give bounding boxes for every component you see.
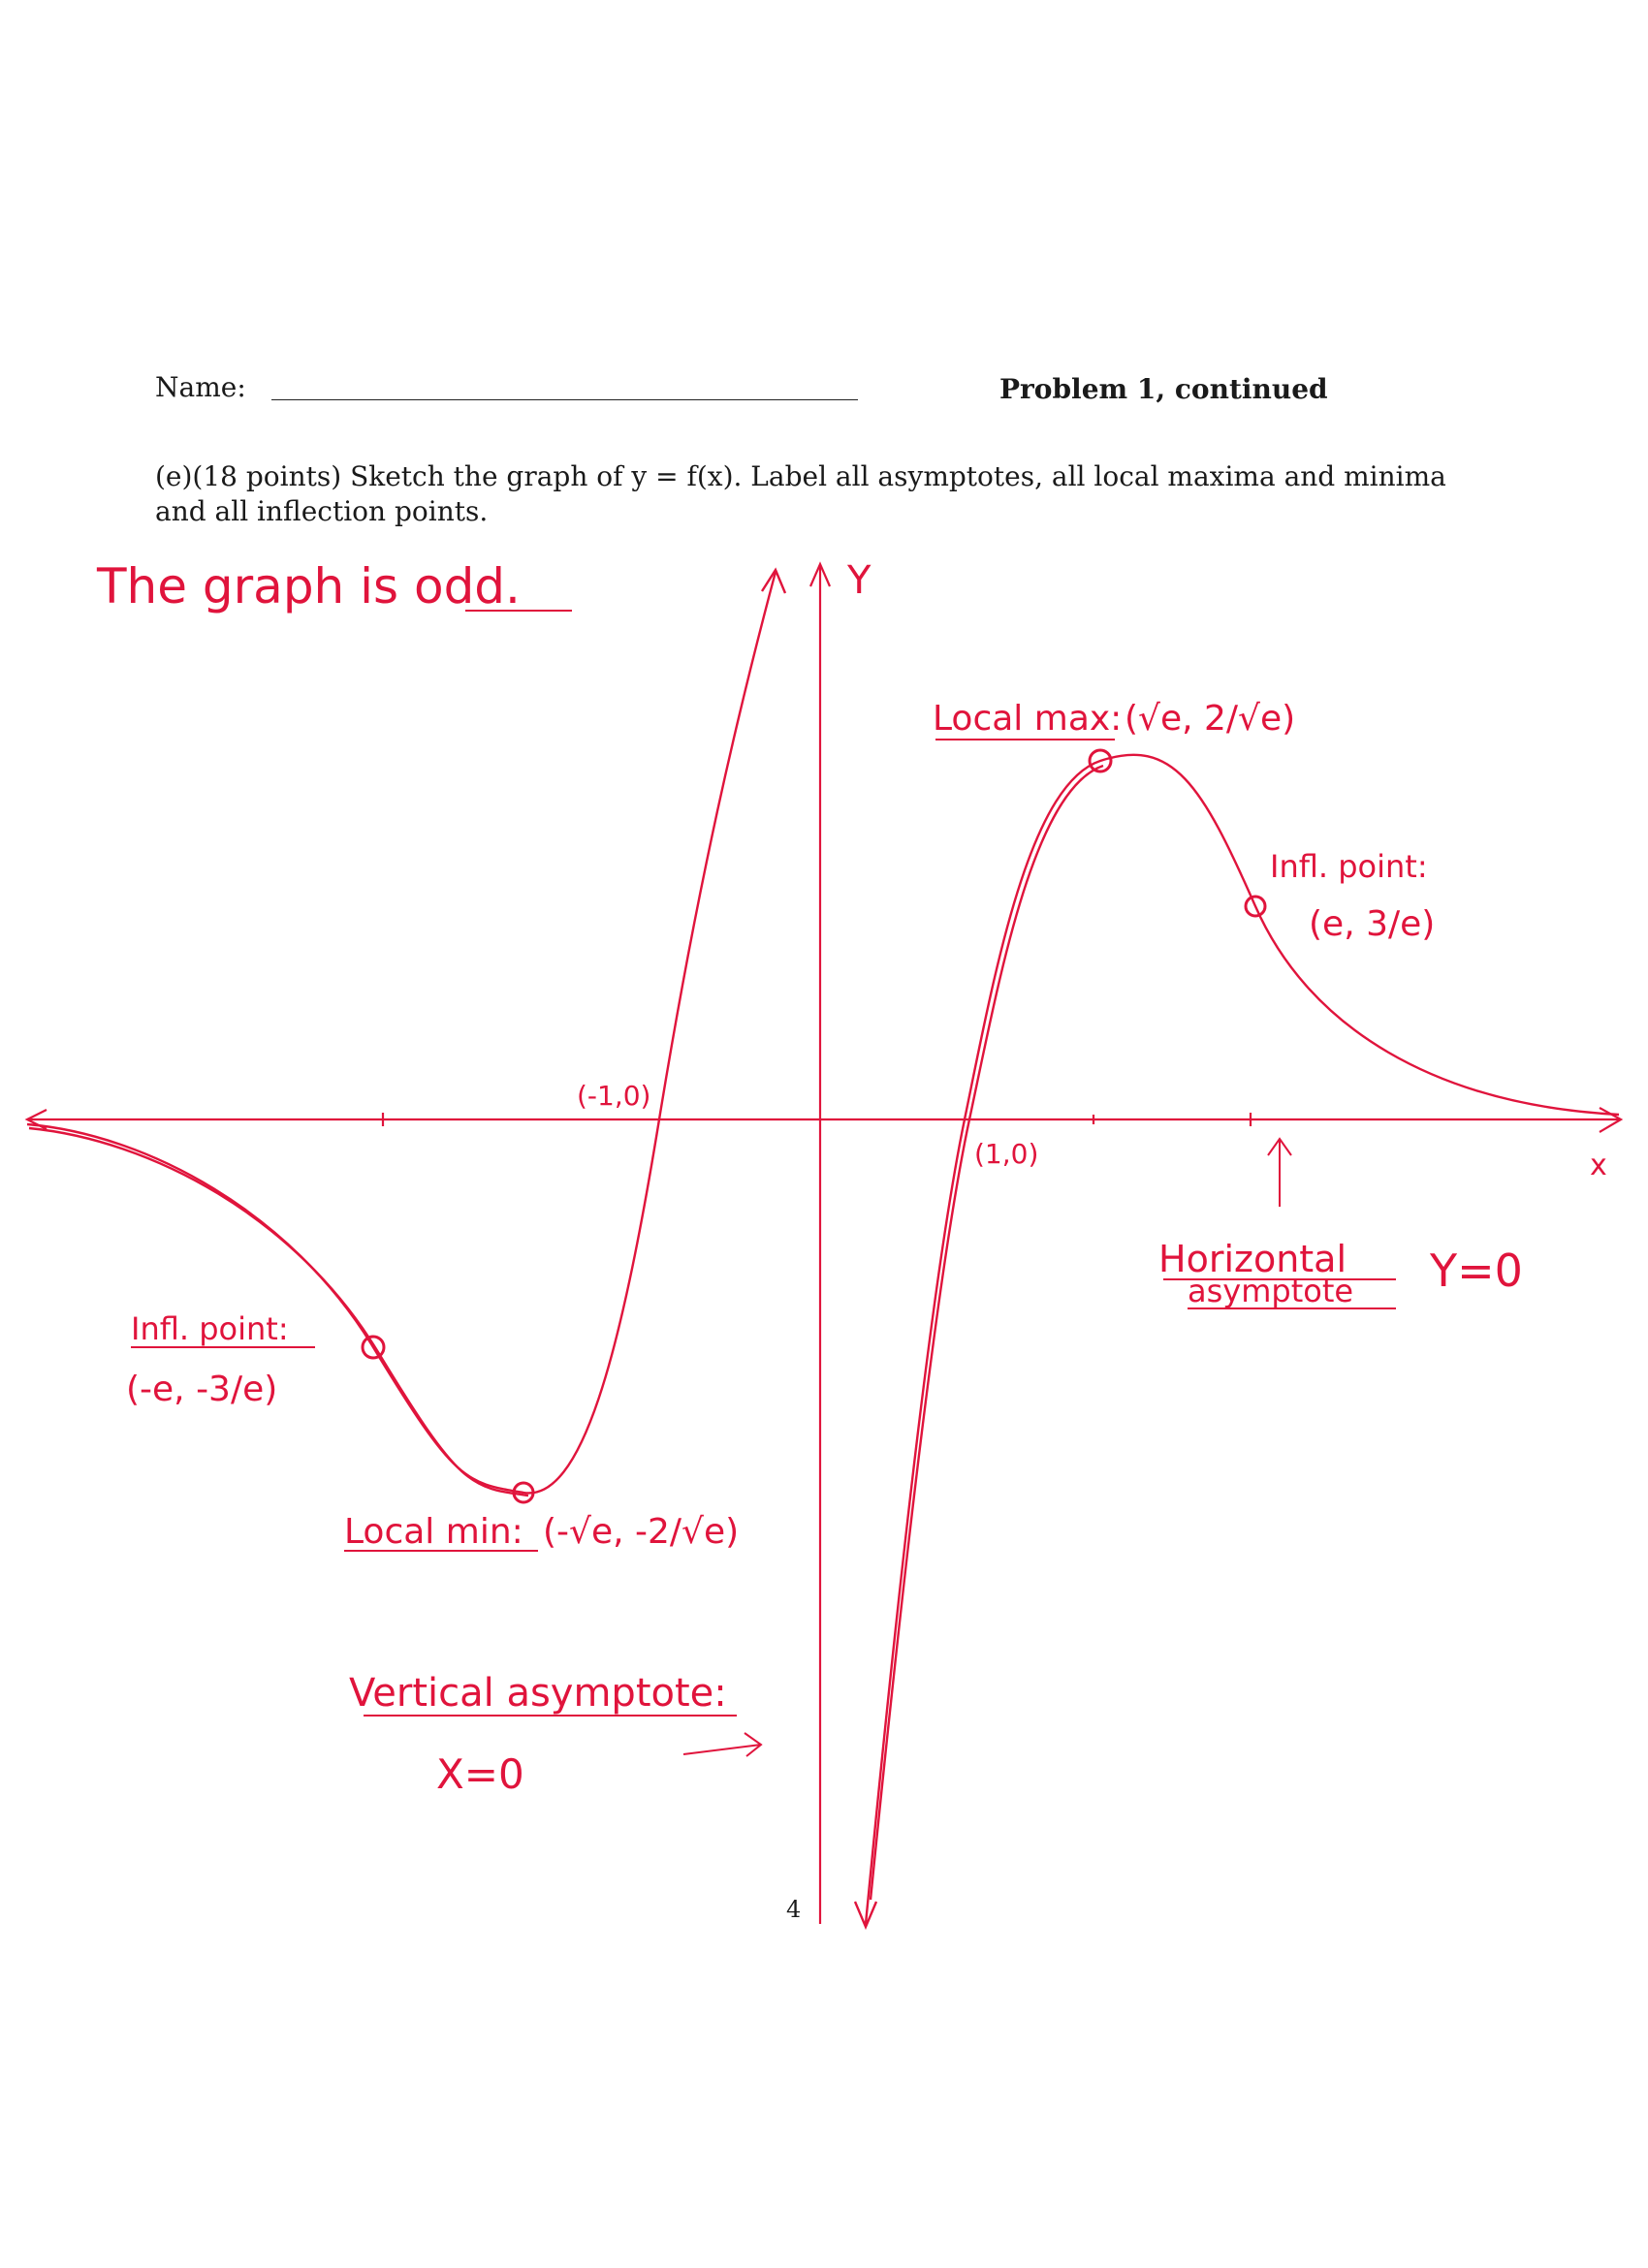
point-neg1-label: (-1,0) <box>577 1080 651 1112</box>
problem-title: Problem 1, continued <box>999 373 1328 405</box>
curve-right-branch-retrace <box>871 766 1103 1900</box>
horizontal-sub: asymptote <box>1188 1273 1354 1309</box>
infl-neg-coords: (-e, -3/e) <box>126 1370 278 1409</box>
x-axis-label: x <box>1590 1149 1607 1182</box>
annotation-marks <box>131 611 1396 1756</box>
point-pos1-label: (1,0) <box>974 1138 1039 1170</box>
infl-pos-title: Infl. point: <box>1270 848 1428 885</box>
vertical-eq: X=0 <box>436 1750 524 1798</box>
horizontal-title: Horizontal <box>1158 1238 1347 1280</box>
question-line-2: and all inflection points. <box>155 495 489 527</box>
vertical-title: Vertical asymptote: <box>349 1671 727 1716</box>
graph-odd-note: The graph is odd. <box>97 558 521 614</box>
curve-left-branch <box>27 572 776 1493</box>
infl-neg-title: Infl. point: <box>131 1310 289 1347</box>
curve-right-branch <box>866 755 1619 1924</box>
local-max-title: Local max: <box>933 699 1123 739</box>
infl-pos-coords: (e, 3/e) <box>1309 904 1436 944</box>
handwritten-labels <box>96 558 1607 1798</box>
page-number: 4 <box>786 1896 802 1923</box>
local-min-coords: (-√e, -2/√e) <box>543 1512 740 1552</box>
axes <box>27 564 1621 1924</box>
question-line-1: (e)(18 points) Sketch the graph of y = f(x). Label all asymptotes, all local maxima and minima <box>155 460 1446 492</box>
curve <box>27 570 1619 1927</box>
local-max-coords: (√e, 2/√e) <box>1125 699 1296 739</box>
horizontal-eq: Y=0 <box>1430 1244 1523 1297</box>
local-min-title: Local min: <box>344 1512 523 1552</box>
name-label: Name: <box>155 371 246 403</box>
marked-points <box>363 750 1265 1502</box>
y-axis-label: Y <box>847 558 872 603</box>
